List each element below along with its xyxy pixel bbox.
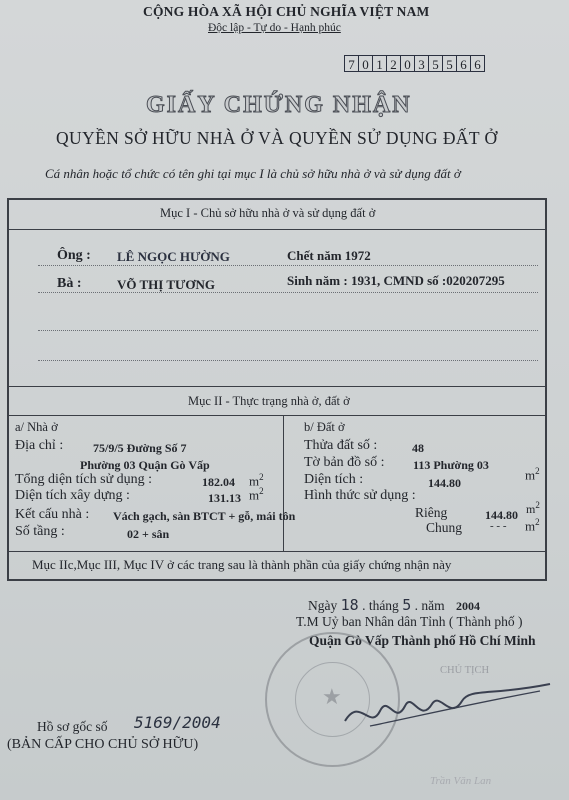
serial-digit: 5: [442, 55, 457, 72]
issue-month: 5: [402, 596, 412, 614]
built-area-unit: $m^2$: [249, 486, 264, 503]
address-line2: Phường 03 Quận Gò Vấp: [80, 458, 210, 472]
district-line: Quận Gò Vấp Thành phố Hồ Chí Minh: [309, 633, 536, 648]
shared-unit: $m^2$: [525, 517, 540, 534]
footer-note: Mục IIc,Mục III, Mục IV ở các trang sau là thành phần của giấy chứng nhận này: [32, 557, 452, 572]
address-label: Địa chỉ :: [15, 438, 64, 453]
total-area-label: Tổng diện tích sử dụng :: [15, 472, 153, 487]
issue-year: 2004: [455, 599, 480, 613]
issue-day: 18: [340, 596, 359, 614]
house-heading: a/ Nhà ở: [15, 420, 58, 434]
serial-digit: 2: [386, 55, 401, 72]
shared-label: Chung: [426, 520, 463, 535]
private-unit: $m^2$: [526, 500, 540, 516]
column-divider: [283, 416, 284, 551]
section1-heading: Mục I - Chủ sở hữu nhà ở và sử dụng đất ở: [160, 206, 376, 220]
private-label: Riêng: [415, 505, 448, 520]
floors-label: Số tầng :: [15, 524, 65, 539]
file-number: 5169/2004: [134, 713, 221, 732]
owner1-note: Chết năm 1972: [287, 248, 371, 263]
land-heading: b/ Đất ở: [304, 420, 345, 434]
serial-digit: 3: [414, 55, 429, 72]
owner2-note: Sinh năm : 1931, CMND số :020207295: [287, 273, 505, 288]
certificate-intro: Cá nhân hoặc tổ chức có tên ghi tại mục I là chủ sở hữu nhà ở và sử dụng đất ở: [45, 166, 461, 181]
signature-scribble: [340, 676, 555, 736]
copy-holder-label: (BẢN CẤP CHO CHỦ SỞ HỮU): [7, 737, 199, 752]
address-line1: 75/9/5 Đường Số 7: [93, 441, 187, 455]
national-motto: Độc lập - Tự do - Hạnh phúc: [208, 22, 341, 34]
dotted-line: [38, 330, 538, 331]
owner1-name: LÊ NGỌC HƯỜNG: [117, 249, 230, 264]
divider: [7, 386, 547, 387]
serial-digit: 6: [470, 55, 485, 72]
dotted-line: [38, 292, 538, 293]
country-name: CỘNG HÒA XÃ HỘI CHỦ NGHĨA VIỆT NAM: [143, 4, 430, 19]
serial-digit: 1: [372, 55, 387, 72]
owner2-name: VÕ THỊ TƯƠNG: [117, 277, 216, 292]
owner2-label: Bà :: [57, 276, 82, 291]
dotted-line: [38, 360, 538, 361]
structure-label: Kết cấu nhà :: [15, 507, 90, 522]
issue-date: Ngày 18 . tháng 5 . năm 2004: [308, 596, 480, 614]
divider: [7, 415, 547, 416]
signer-name: Trần Văn Lan: [430, 775, 492, 787]
built-area-value: 131.13: [208, 491, 241, 505]
certificate-title: GIẤY CHỨNG NHẬN: [146, 92, 412, 118]
file-number-label: Hồ sơ gốc số: [37, 719, 108, 734]
serial-digit: 0: [400, 55, 415, 72]
shared-value: - - -: [490, 520, 507, 532]
land-area-value: 144.80: [428, 476, 461, 490]
land-area-unit: $m^2$: [525, 466, 540, 483]
parcel-value: 48: [412, 441, 424, 455]
usage-label: Hình thức sử dụng :: [304, 488, 416, 503]
private-value: 144.80: [485, 508, 518, 522]
owner1-label: Ông :: [57, 248, 91, 263]
total-area-value: 182.04: [202, 475, 235, 489]
parcel-label: Thửa đất số :: [304, 438, 378, 453]
committee-line: T.M Uỷ ban Nhân dân Tỉnh ( Thành phố ): [296, 614, 523, 629]
built-area-label: Diện tích xây dựng :: [15, 488, 130, 503]
serial-digit: 6: [456, 55, 471, 72]
seal-star-icon: ★: [322, 684, 342, 709]
serial-digit: 7: [344, 55, 359, 72]
divider: [7, 551, 547, 552]
certificate-subtitle: QUYỀN SỞ HỮU NHÀ Ở VÀ QUYỀN SỬ DỤNG ĐẤT Ở: [56, 128, 498, 148]
land-area-label: Diện tích :: [304, 472, 364, 487]
serial-number: [344, 55, 484, 74]
map-value: 113 Phường 03: [413, 458, 489, 472]
structure-value: Vách gạch, sàn BTCT + gỗ, mái tôn: [113, 509, 296, 523]
serial-digit: 5: [428, 55, 443, 72]
map-label: Tờ bản đồ số :: [304, 455, 385, 470]
floors-value: 02 + sân: [127, 527, 170, 541]
section2-heading: Mục II - Thực trạng nhà ở, đất ở: [188, 394, 350, 408]
total-area-unit: $m^2$: [249, 472, 264, 489]
signer-role: CHỦ TỊCH: [440, 665, 490, 676]
divider: [7, 229, 547, 230]
serial-digit: 0: [358, 55, 373, 72]
dotted-line: [38, 265, 538, 266]
